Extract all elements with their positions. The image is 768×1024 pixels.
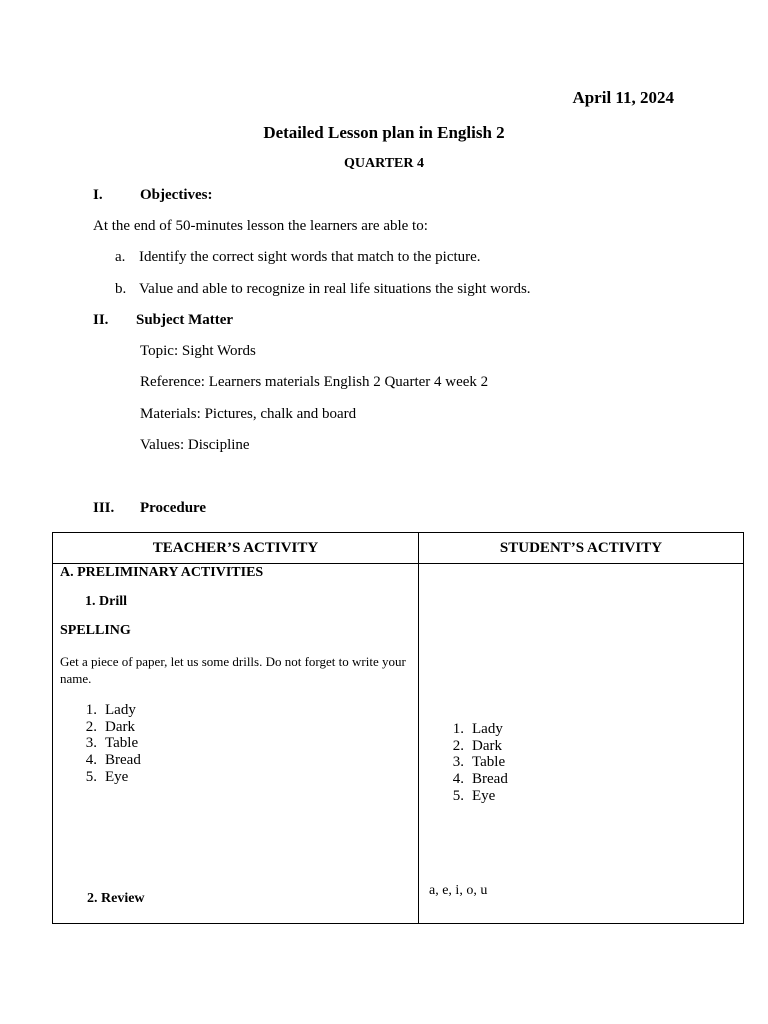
- procedure-numeral: III.: [93, 500, 115, 516]
- student-activity-cell: [419, 564, 744, 924]
- preliminary-heading: A. PRELIMINARY ACTIVITIES: [60, 565, 264, 580]
- subject-matter-title: Subject Matter: [136, 312, 234, 328]
- list-item: 3. Table: [85, 735, 139, 752]
- table-header-row: [53, 533, 744, 564]
- objective-item-b: [115, 281, 531, 298]
- procedure-heading: [93, 500, 206, 517]
- lesson-title: Detailed Lesson plan in English 2: [263, 123, 505, 142]
- procedure-title: Procedure: [140, 500, 207, 516]
- objective-text: Identify the correct sight words that match to the picture.: [139, 249, 481, 265]
- drill-heading: 1. Drill: [85, 594, 127, 609]
- student-activity-header: STUDENT’S ACTIVITY: [419, 533, 744, 564]
- table-row: [53, 564, 744, 924]
- list-item: 1. Lady: [85, 702, 136, 718]
- lesson-date: April 11, 2024: [572, 88, 674, 107]
- subject-matter-numeral: II.: [93, 312, 109, 328]
- objectives-title: Objectives:: [140, 187, 213, 203]
- list-item: 2. Dark: [452, 737, 502, 754]
- materials-line: Materials: Pictures, chalk and board: [140, 406, 357, 422]
- list-item: 2. Dark: [85, 718, 135, 735]
- list-item: 4. Bread: [452, 771, 508, 788]
- teacher-activity-header: TEACHER’S ACTIVITY: [53, 533, 419, 564]
- topic-line: Topic: Sight Words: [140, 343, 256, 359]
- spelling-heading: SPELLING: [60, 623, 131, 638]
- list-item: 3. Table: [452, 754, 506, 771]
- values-line: Values: Discipline: [140, 437, 250, 453]
- list-item: 5. Eye: [85, 768, 129, 785]
- procedure-table: [52, 532, 744, 924]
- list-item: 4. Bread: [85, 752, 141, 769]
- objective-letter: b.: [115, 281, 127, 297]
- list-item: 1. Lady: [452, 721, 503, 737]
- subject-matter-heading: [93, 312, 233, 329]
- objectives-intro: At the end of 50-minutes lesson the learners are able to:: [93, 218, 428, 234]
- objectives-heading: [93, 187, 212, 204]
- objective-letter: a.: [115, 249, 126, 265]
- review-heading: 2. Review: [87, 891, 145, 906]
- list-item: 5. Eye: [452, 787, 496, 804]
- drill-instruction: Get a piece of paper, let us some drills. Do not forget to write your name.: [60, 654, 406, 686]
- student-word-list: [442, 721, 508, 805]
- objective-text: Value and able to recognize in real life situations the sight words.: [139, 281, 531, 297]
- teacher-word-list: [75, 702, 141, 786]
- reference-line: Reference: Learners materials English 2 Quarter 4 week 2: [140, 374, 489, 390]
- vowels-answer: a, e, i, o, u: [429, 883, 488, 898]
- teacher-activity-cell: [53, 564, 419, 924]
- quarter-label: QUARTER 4: [343, 156, 424, 171]
- objective-item-a: [115, 249, 481, 266]
- objectives-numeral: I.: [93, 187, 103, 203]
